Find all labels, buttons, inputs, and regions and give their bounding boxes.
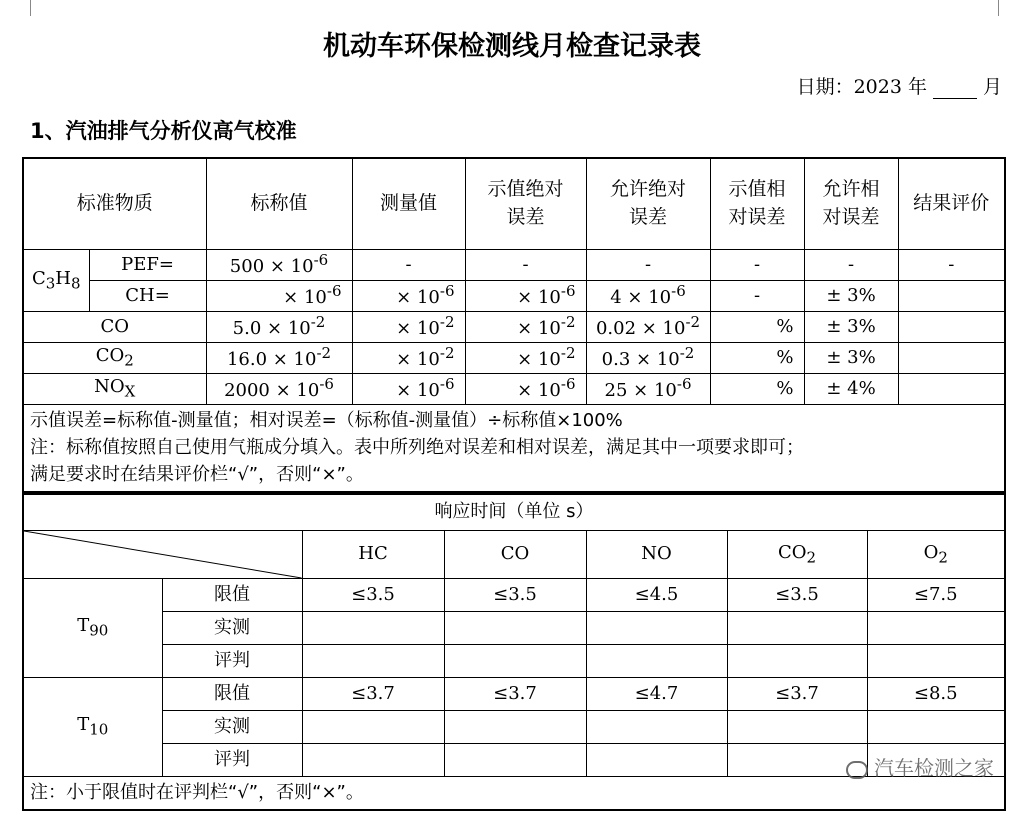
- t90-label: $T_{90}$: [23, 578, 162, 677]
- header-result: 结果评价: [898, 158, 1005, 249]
- co-rel-error: %: [710, 311, 804, 342]
- t90-judge-label: 评判: [162, 644, 302, 677]
- ch-rel-error: -: [710, 280, 804, 311]
- ch-label: CH=: [89, 280, 206, 311]
- co2-abs-error: × $10^{-2}$: [465, 342, 586, 373]
- pef-result: -: [898, 249, 1005, 280]
- empty-cell: [444, 710, 586, 743]
- empty-cell: [727, 710, 867, 743]
- empty-cell: [586, 611, 727, 644]
- t90-limit-co2: ≤3.5: [727, 578, 867, 611]
- nox-measured: × $10^{-6}$: [352, 373, 465, 404]
- header-allowed-rel-error: 允许相 对误差: [804, 158, 898, 249]
- c3h8-label: $C_3H_8$: [23, 249, 89, 311]
- notes-row: [23, 404, 1005, 492]
- ch-allowed-rel: ± 3%: [804, 280, 898, 311]
- nox-rel-error: %: [710, 373, 804, 404]
- table-row: [23, 710, 1005, 743]
- t10-label: $T_{10}$: [23, 677, 162, 776]
- empty-cell: [867, 710, 1005, 743]
- watermark: [846, 752, 994, 781]
- empty-cell: [586, 644, 727, 677]
- t10-limit-co2: ≤3.7: [727, 677, 867, 710]
- t10-limit-no: ≤4.7: [586, 677, 727, 710]
- calibration-notes: [23, 404, 1005, 492]
- header-allowed-abs-error: 允许绝对 误差: [586, 158, 710, 249]
- empty-cell: [727, 611, 867, 644]
- empty-cell: [867, 611, 1005, 644]
- pef-abs-error: -: [465, 249, 586, 280]
- gas-co: CO: [444, 530, 586, 578]
- empty-cell: [302, 743, 444, 776]
- page-title: 机动车环保检测线月检查记录表: [323, 31, 701, 62]
- co2-allowed-rel: ± 3%: [804, 342, 898, 373]
- empty-cell: [302, 710, 444, 743]
- notes-row: [23, 776, 1005, 810]
- t10-measured-label: 实测: [162, 710, 302, 743]
- co2-result: [898, 342, 1005, 373]
- crop-mark-right: [998, 0, 999, 16]
- co2-label: $CO_2$: [23, 342, 206, 373]
- co2-allowed-abs: $0.3 \times 10^{-2}$: [586, 342, 710, 373]
- t10-limit-co: ≤3.7: [444, 677, 586, 710]
- table-row: [23, 611, 1005, 644]
- co2-nominal: $16.0 \times 10^{-2}$: [206, 342, 352, 373]
- response-time-title-row: [23, 494, 1005, 530]
- table-row: [23, 280, 1005, 311]
- empty-cell: [586, 743, 727, 776]
- note-line-1: 示值误差=标称值-测量值；相对误差=（标称值-测量值）÷标称值×100%: [30, 410, 623, 432]
- watermark-text: 汽车检测之家: [874, 756, 994, 780]
- t90-limit-co: ≤3.5: [444, 578, 586, 611]
- gas-o2: $O_2$: [867, 530, 1005, 578]
- co2-rel-error: %: [710, 342, 804, 373]
- table-row: [23, 644, 1005, 677]
- gas-header-row: [23, 530, 1005, 578]
- t10-limit-o2: ≤8.5: [867, 677, 1005, 710]
- nox-allowed-abs: $25 \times 10^{-6}$: [586, 373, 710, 404]
- table-row: [23, 578, 1005, 611]
- header-measured: 测量值: [352, 158, 465, 249]
- gas-hc: HC: [302, 530, 444, 578]
- ch-measured: × $10^{-6}$: [352, 280, 465, 311]
- co-nominal: $5.0 \times 10^{-2}$: [206, 311, 352, 342]
- empty-cell: [444, 644, 586, 677]
- co-measured: × $10^{-2}$: [352, 311, 465, 342]
- table-row: [23, 249, 1005, 280]
- note-line-3: 满足要求时在结果评价栏“√”，否则“×”。: [30, 464, 364, 486]
- ch-result: [898, 280, 1005, 311]
- t90-measured-label: 实测: [162, 611, 302, 644]
- nox-abs-error: × $10^{-6}$: [465, 373, 586, 404]
- date-label: 日期：2023 年: [796, 76, 927, 98]
- t90-limit-label: 限值: [162, 578, 302, 611]
- t10-limit-hc: ≤3.7: [302, 677, 444, 710]
- co-abs-error: × $10^{-2}$: [465, 311, 586, 342]
- empty-cell: [444, 743, 586, 776]
- pef-measured: -: [352, 249, 465, 280]
- pef-nominal: $500 \times 10^{-6}$: [206, 249, 352, 280]
- calibration-table: [22, 157, 1006, 493]
- pef-allowed-rel: -: [804, 249, 898, 280]
- crop-mark-left: [30, 0, 31, 16]
- empty-cell: [586, 710, 727, 743]
- co-result: [898, 311, 1005, 342]
- response-time-title: 响应时间（单位 s）: [23, 494, 1005, 530]
- month-blank: [933, 80, 977, 99]
- header-rel-error: 示值相 对误差: [710, 158, 804, 249]
- nox-label: $NO_X$: [23, 373, 206, 404]
- co2-measured: × $10^{-2}$: [352, 342, 465, 373]
- empty-cell: [302, 644, 444, 677]
- empty-cell: [727, 644, 867, 677]
- diagonal-line: [24, 531, 302, 578]
- ch-abs-error: × $10^{-6}$: [465, 280, 586, 311]
- table-row: [23, 342, 1005, 373]
- empty-cell: [444, 611, 586, 644]
- header-nominal: 标称值: [206, 158, 352, 249]
- note-line-2: 注：标称值按照自己使用气瓶成分填入。表中所列绝对误差和相对误差，满足其中一项要求即可；: [30, 437, 804, 459]
- diagonal-header-cell: [23, 530, 302, 578]
- empty-cell: [867, 644, 1005, 677]
- gas-co2: $CO_2$: [727, 530, 867, 578]
- table-row: [23, 311, 1005, 342]
- date-suffix: 月: [982, 76, 1002, 98]
- nox-allowed-rel: ± 4%: [804, 373, 898, 404]
- header-standard: 标准物质: [23, 158, 206, 249]
- pef-label: PEF=: [89, 249, 206, 280]
- section-title: 1、汽油排气分析仪高气校准: [30, 119, 297, 143]
- co-label: CO: [23, 311, 206, 342]
- t90-limit-no: ≤4.5: [586, 578, 727, 611]
- pef-rel-error: -: [710, 249, 804, 280]
- t90-limit-o2: ≤7.5: [867, 578, 1005, 611]
- empty-cell: [302, 611, 444, 644]
- date-line: [797, 72, 1002, 99]
- gas-no: NO: [586, 530, 727, 578]
- table-row: [23, 373, 1005, 404]
- table-row: [23, 677, 1005, 710]
- ch-nominal: × $10^{-6}$: [206, 280, 352, 311]
- ch-allowed-abs: $4 \times 10^{-6}$: [586, 280, 710, 311]
- wechat-icon: [846, 761, 868, 779]
- response-time-note: 注：小于限值时在评判栏“√”，否则“×”。: [23, 776, 1005, 810]
- t10-limit-label: 限值: [162, 677, 302, 710]
- t10-judge-label: 评判: [162, 743, 302, 776]
- nox-nominal: $2000 \times 10^{-6}$: [206, 373, 352, 404]
- co-allowed-abs: $0.02 \times 10^{-2}$: [586, 311, 710, 342]
- nox-result: [898, 373, 1005, 404]
- pef-allowed-abs: -: [586, 249, 710, 280]
- co-allowed-rel: ± 3%: [804, 311, 898, 342]
- t90-limit-hc: ≤3.5: [302, 578, 444, 611]
- header-abs-error: 示值绝对 误差: [465, 158, 586, 249]
- header-row: [23, 158, 1005, 249]
